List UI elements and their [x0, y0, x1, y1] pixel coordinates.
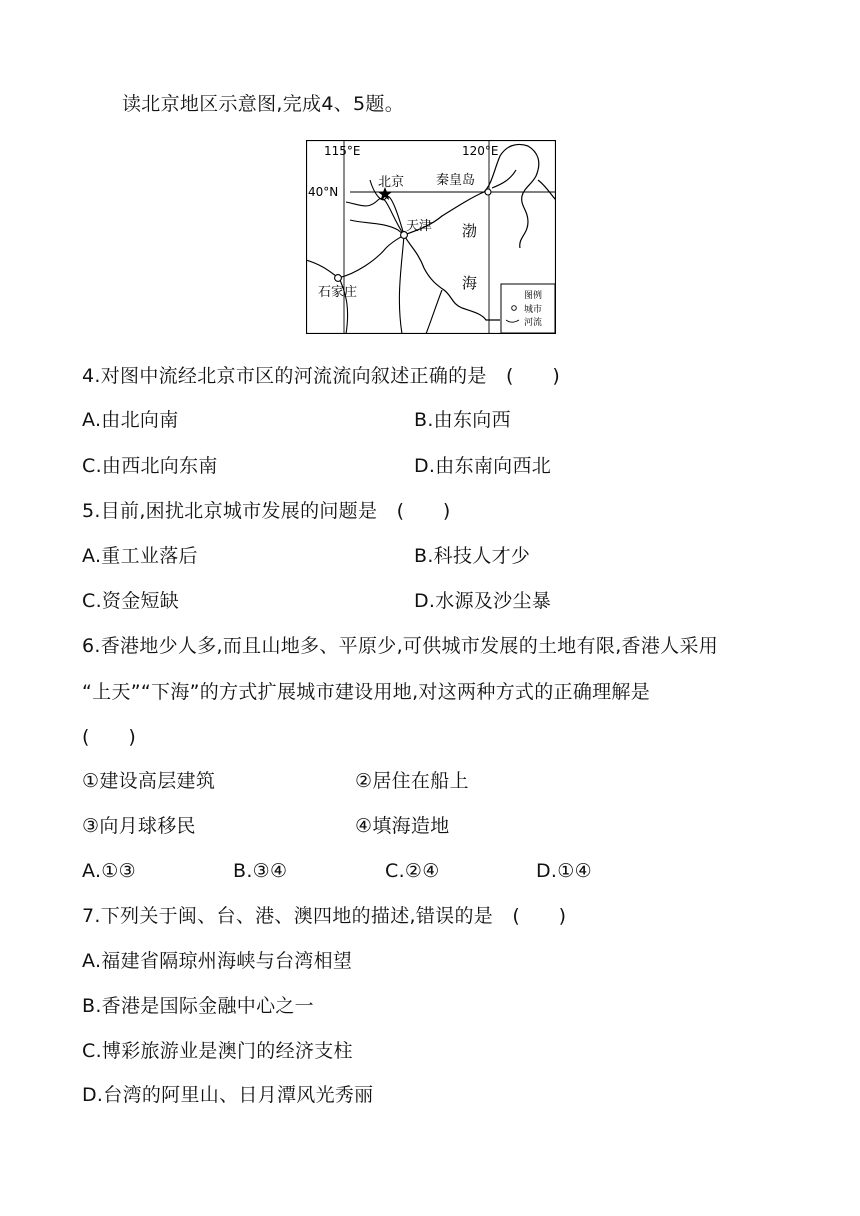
question-4-stem: 4.对图中流经北京市区的河流流向叙述正确的是 ( ) — [82, 365, 561, 387]
q5-option-b: B.科技人才少 — [414, 545, 531, 567]
q7-option-c: C.博彩旅游业是澳门的经济支柱 — [82, 1040, 353, 1062]
q5-option-d: D.水源及沙尘暴 — [414, 590, 552, 612]
intro-text: 读北京地区示意图,完成4、5题。 — [122, 93, 405, 115]
q6-option-b: B.③④ — [233, 860, 288, 882]
question-6-stem-line-2: “上天”“下海”的方式扩展城市建设用地,对这两种方式的正确理解是 — [82, 681, 651, 703]
question-6-stem-line-3: ( ) — [82, 726, 137, 748]
q7-option-d: D.台湾的阿里山、日月潭风光秀丽 — [82, 1084, 374, 1106]
river-lines — [306, 180, 442, 334]
sea-label-2: 海 — [462, 274, 478, 292]
map-legend — [501, 284, 555, 333]
lat-40-label: 40°N — [308, 185, 339, 199]
tianjin-label: 天津 — [406, 219, 433, 234]
qinhuangdao-label: 秦皇岛 — [436, 173, 476, 188]
q7-option-b: B.香港是国际金融中心之一 — [82, 995, 314, 1017]
q4-option-d: D.由东南向西北 — [414, 455, 552, 477]
q4-option-c: C.由西北向东南 — [82, 455, 218, 477]
legend-title: 图例 — [524, 291, 543, 301]
legend-city-icon — [512, 306, 517, 311]
q6-item-3: ③向月球移民 — [82, 815, 196, 837]
q5-option-c: C.资金短缺 — [82, 590, 180, 612]
lon-120-label: 120°E — [462, 144, 499, 158]
q6-item-1: ①建设高层建筑 — [82, 770, 216, 792]
q4-option-a: A.由北向南 — [82, 409, 179, 431]
q6-option-c: C.②④ — [385, 860, 440, 882]
q6-item-2: ②居住在船上 — [355, 770, 469, 792]
legend-river-label: 河流 — [524, 318, 543, 328]
sea-label-1: 渤 — [462, 222, 478, 240]
beijing-region-map — [306, 140, 556, 334]
q7-option-a: A.福建省隔琼州海峡与台湾相望 — [82, 950, 353, 972]
qinhuangdao-city-icon — [485, 189, 491, 195]
legend-city-label: 城市 — [524, 305, 543, 315]
q4-option-b: B.由东向西 — [414, 409, 511, 431]
q6-option-d: D.①④ — [536, 860, 592, 882]
q5-option-a: A.重工业落后 — [82, 545, 198, 567]
question-7-stem: 7.下列关于闽、台、港、澳四地的描述,错误的是 ( ) — [82, 905, 567, 927]
q6-option-a: A.①③ — [82, 860, 136, 882]
question-6-stem-line-1: 6.香港地少人多,而且山地多、平原少,可供城市发展的土地有限,香港人采用 — [82, 635, 719, 657]
question-5-stem: 5.目前,困扰北京城市发展的问题是 ( ) — [82, 500, 451, 522]
shijiazhuang-label: 石家庄 — [318, 285, 358, 300]
lon-115-label: 115°E — [324, 144, 361, 158]
shijiazhuang-city-icon — [335, 275, 342, 282]
beijing-label: 北京 — [378, 175, 405, 190]
q6-item-4: ④填海造地 — [355, 815, 450, 837]
